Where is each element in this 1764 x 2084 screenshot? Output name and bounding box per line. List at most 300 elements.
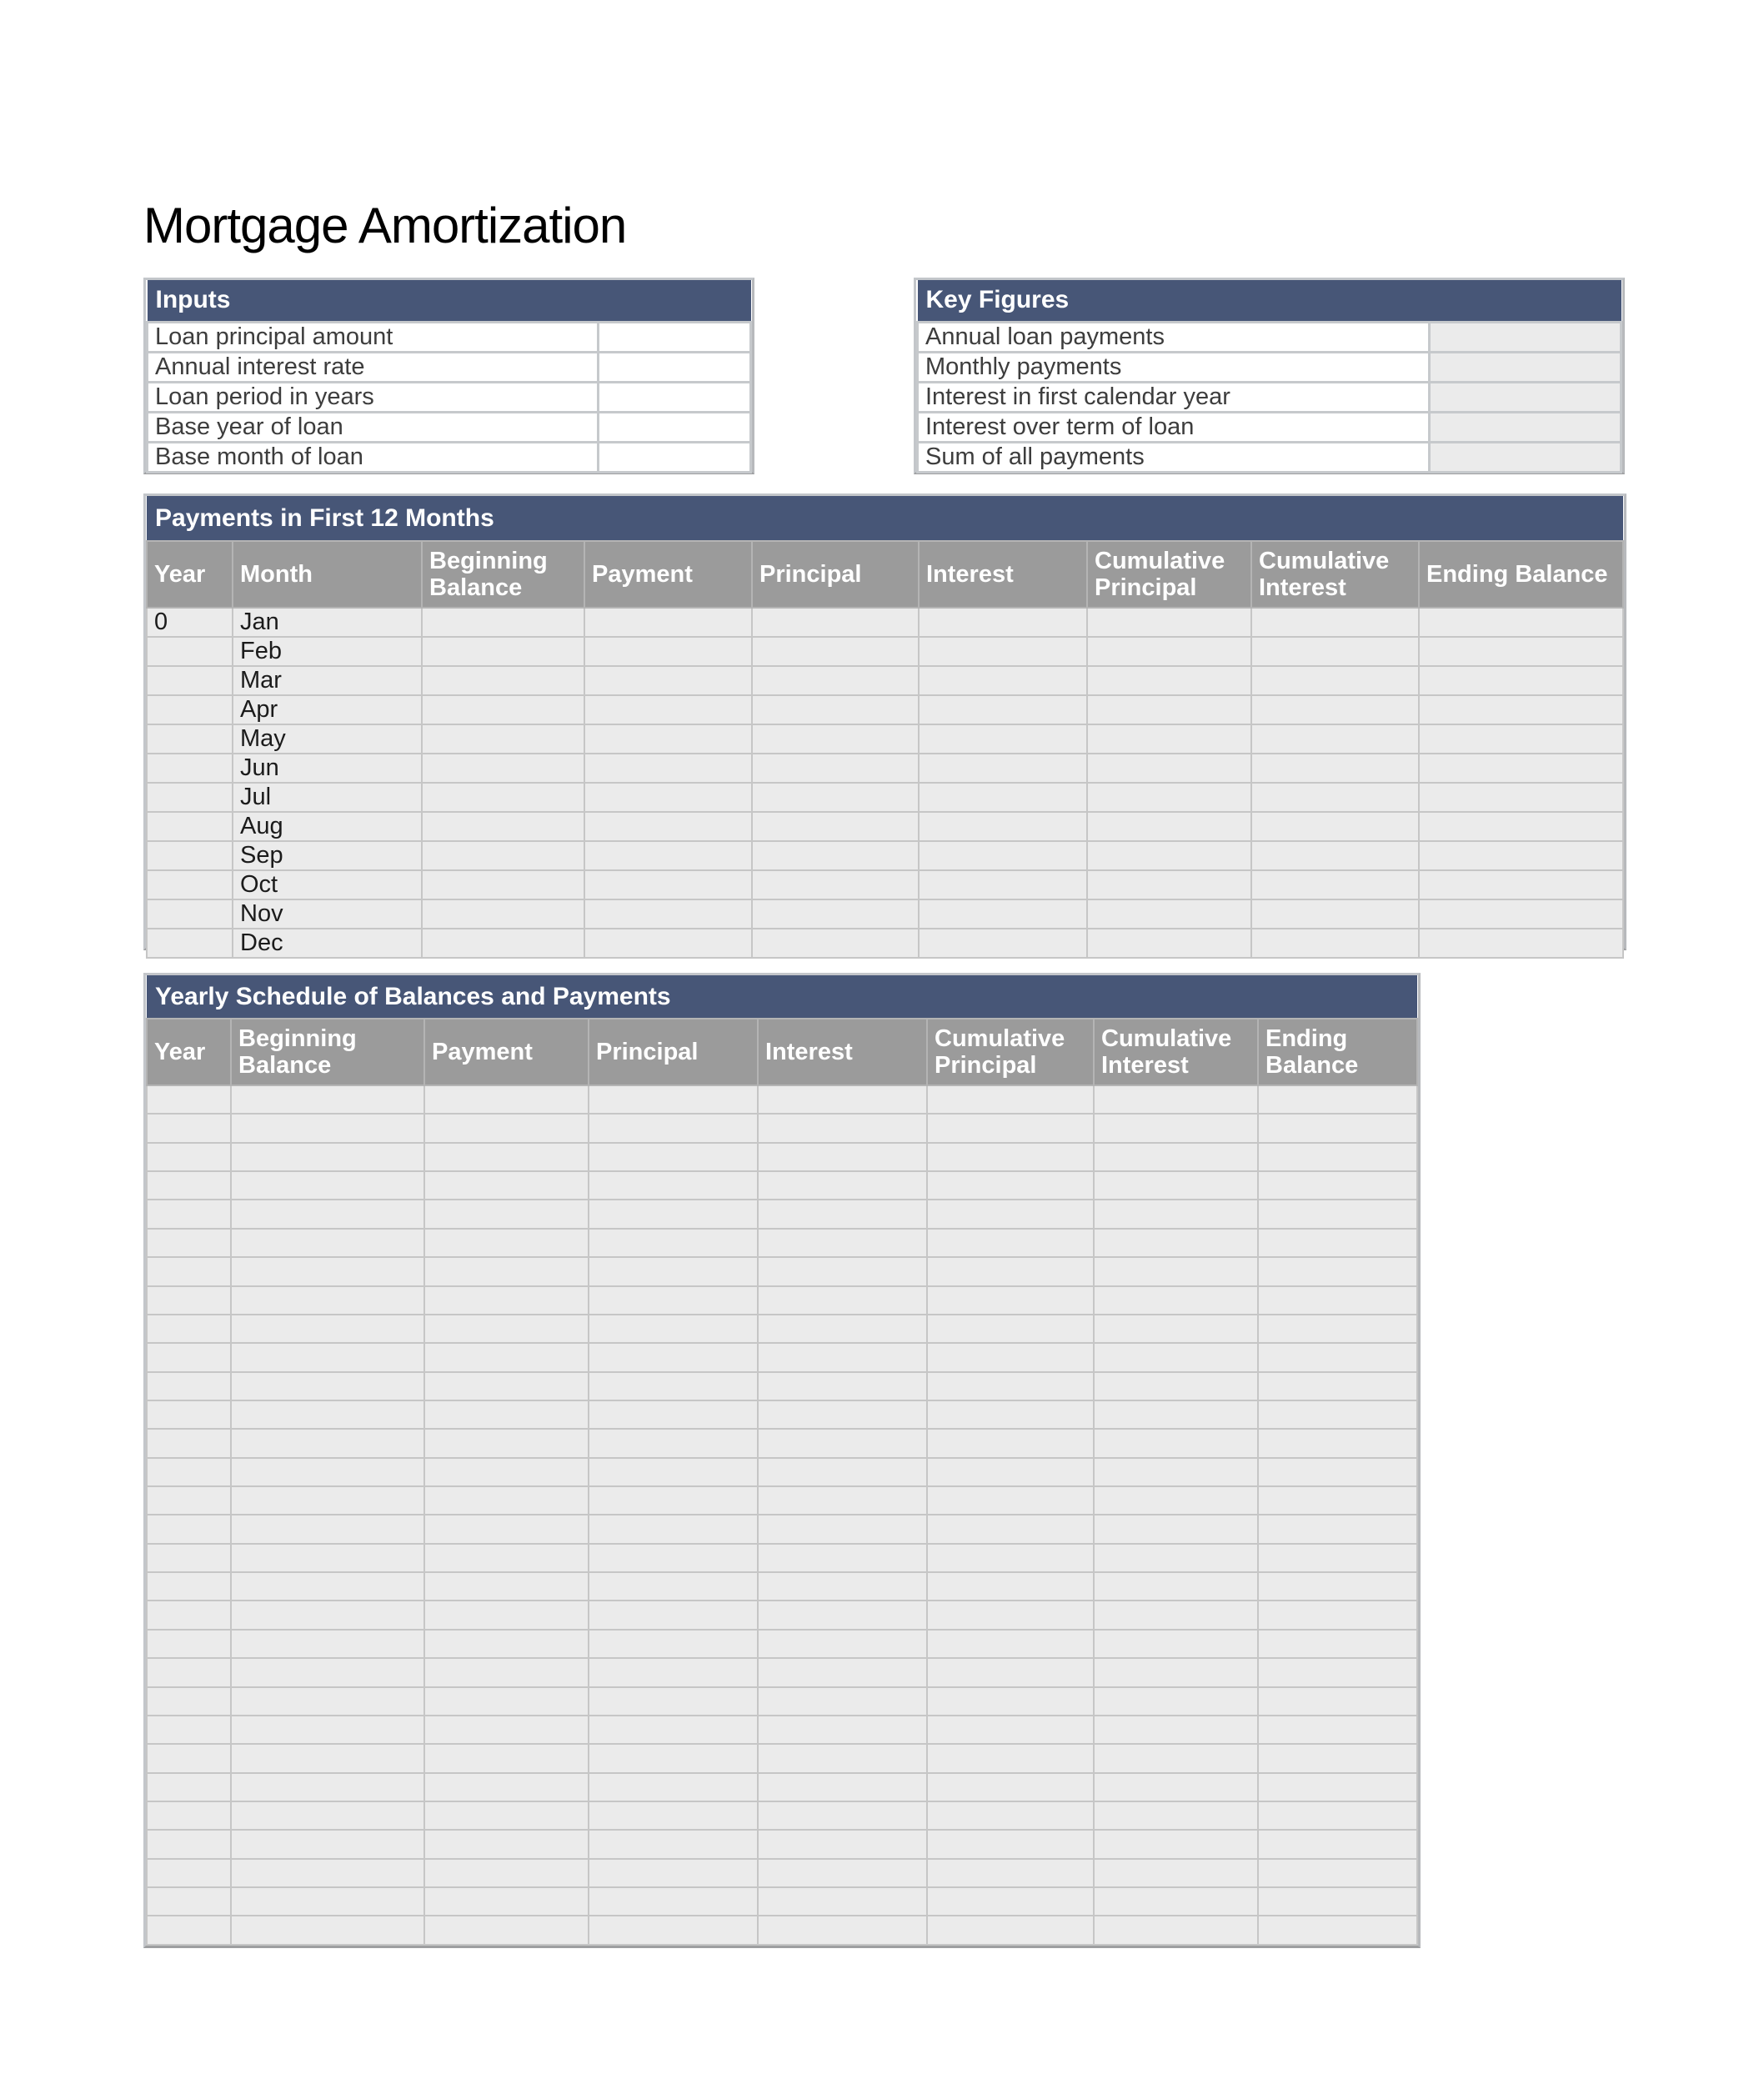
data-cell-interest bbox=[758, 1887, 927, 1916]
column-header-principal: Principal bbox=[589, 1019, 758, 1085]
year-row bbox=[147, 1229, 1417, 1257]
data-cell-cumulative-principal bbox=[927, 1458, 1094, 1486]
data-cell-cumulative-interest bbox=[1094, 1429, 1258, 1457]
year-row bbox=[147, 1114, 1417, 1142]
monthly-section-header-row bbox=[147, 496, 1623, 541]
data-cell-ending-balance bbox=[1258, 1372, 1417, 1400]
data-cell-cumulative-principal bbox=[1087, 841, 1251, 870]
year-cell bbox=[147, 841, 233, 870]
column-header-cumulative-principal: Cumulative Principal bbox=[1087, 541, 1251, 608]
data-cell-cumulative-principal bbox=[1087, 929, 1251, 958]
data-cell-year bbox=[147, 1630, 231, 1658]
yearly-section-header: Yearly Schedule of Balances and Payments bbox=[147, 975, 1417, 1019]
month-row bbox=[147, 783, 1623, 812]
data-cell-payment bbox=[584, 812, 752, 841]
data-cell-year bbox=[147, 1744, 231, 1772]
data-cell-cumulative-interest bbox=[1094, 1085, 1258, 1114]
data-cell-ending-balance bbox=[1258, 1171, 1417, 1200]
month-row bbox=[147, 724, 1623, 754]
data-cell-cumulative-interest bbox=[1094, 1830, 1258, 1858]
data-cell-ending-balance bbox=[1258, 1544, 1417, 1572]
data-cell-beginning-balance bbox=[231, 1601, 424, 1629]
data-cell-principal bbox=[589, 1114, 758, 1142]
data-cell-beginning-balance bbox=[422, 754, 584, 783]
monthly-column-header-row bbox=[147, 541, 1623, 608]
year-row bbox=[147, 1400, 1417, 1429]
data-cell-beginning-balance bbox=[231, 1544, 424, 1572]
month-cell: Dec bbox=[233, 929, 422, 958]
data-cell-cumulative-principal bbox=[927, 1773, 1094, 1801]
key-figure-value-cell-interest-in-first-calendar-year bbox=[1430, 382, 1621, 412]
year-row bbox=[147, 1716, 1417, 1744]
data-cell-beginning-balance bbox=[231, 1143, 424, 1171]
year-cell bbox=[147, 783, 233, 812]
data-cell-beginning-balance bbox=[231, 1687, 424, 1716]
data-cell-principal bbox=[589, 1887, 758, 1916]
data-cell-payment bbox=[424, 1085, 589, 1114]
data-cell-interest bbox=[919, 754, 1087, 783]
year-row bbox=[147, 1572, 1417, 1601]
data-cell-beginning-balance bbox=[231, 1171, 424, 1200]
data-cell-principal bbox=[589, 1744, 758, 1772]
month-row bbox=[147, 754, 1623, 783]
data-cell-cumulative-interest bbox=[1251, 783, 1419, 812]
data-cell-cumulative-principal bbox=[1087, 666, 1251, 695]
data-cell-principal bbox=[589, 1601, 758, 1629]
data-cell-year bbox=[147, 1343, 231, 1371]
data-cell-interest bbox=[919, 929, 1087, 958]
data-cell-cumulative-principal bbox=[927, 1830, 1094, 1858]
data-cell-payment bbox=[424, 1315, 589, 1343]
data-cell-beginning-balance bbox=[231, 1257, 424, 1285]
data-cell-principal bbox=[589, 1429, 758, 1457]
data-cell-beginning-balance bbox=[231, 1859, 424, 1887]
data-cell-beginning-balance bbox=[422, 637, 584, 666]
data-cell-principal bbox=[589, 1085, 758, 1114]
data-cell-ending-balance bbox=[1258, 1200, 1417, 1228]
data-cell-ending-balance bbox=[1258, 1630, 1417, 1658]
data-cell-ending-balance bbox=[1258, 1458, 1417, 1486]
data-cell-cumulative-principal bbox=[927, 1859, 1094, 1887]
inputs-table-grid bbox=[146, 280, 752, 473]
data-cell-interest bbox=[758, 1687, 927, 1716]
data-cell-cumulative-interest bbox=[1094, 1887, 1258, 1916]
input-label-base-year-of-loan: Base year of loan bbox=[148, 412, 599, 442]
data-cell-payment bbox=[424, 1458, 589, 1486]
year-row bbox=[147, 1200, 1417, 1228]
year-row bbox=[147, 1630, 1417, 1658]
data-cell-ending-balance bbox=[1419, 754, 1623, 783]
data-cell-beginning-balance bbox=[231, 1372, 424, 1400]
data-cell-payment bbox=[424, 1630, 589, 1658]
data-cell-principal bbox=[589, 1315, 758, 1343]
key-figure-label-annual-loan-payments: Annual loan payments bbox=[918, 322, 1430, 352]
input-label-annual-interest-rate: Annual interest rate bbox=[148, 352, 599, 382]
data-cell-cumulative-principal bbox=[927, 1716, 1094, 1744]
data-cell-beginning-balance bbox=[422, 783, 584, 812]
data-cell-principal bbox=[589, 1343, 758, 1371]
data-cell-year bbox=[147, 1658, 231, 1686]
input-label-loan-principal-amount: Loan principal amount bbox=[148, 322, 599, 352]
data-cell-beginning-balance bbox=[422, 899, 584, 929]
page-title: Mortgage Amortization bbox=[143, 198, 627, 253]
data-cell-interest bbox=[758, 1400, 927, 1429]
data-cell-year bbox=[147, 1085, 231, 1114]
data-cell-payment bbox=[424, 1572, 589, 1601]
data-cell-payment bbox=[424, 1744, 589, 1772]
data-cell-principal bbox=[752, 608, 919, 637]
data-cell-ending-balance bbox=[1419, 870, 1623, 899]
input-label-base-month-of-loan: Base month of loan bbox=[148, 442, 599, 472]
year-row bbox=[147, 1486, 1417, 1515]
monthly-section-header: Payments in First 12 Months bbox=[147, 496, 1623, 541]
data-cell-payment bbox=[584, 870, 752, 899]
data-cell-payment bbox=[584, 783, 752, 812]
data-cell-cumulative-interest bbox=[1094, 1716, 1258, 1744]
data-cell-payment bbox=[424, 1286, 589, 1315]
data-cell-payment bbox=[424, 1400, 589, 1429]
data-cell-interest bbox=[758, 1286, 927, 1315]
data-cell-cumulative-interest bbox=[1251, 754, 1419, 783]
data-cell-payment bbox=[584, 929, 752, 958]
month-cell: Nov bbox=[233, 899, 422, 929]
data-cell-year bbox=[147, 1515, 231, 1543]
data-cell-payment bbox=[424, 1916, 589, 1945]
key-figure-row bbox=[918, 322, 1621, 352]
data-cell-year bbox=[147, 1372, 231, 1400]
data-cell-principal bbox=[752, 695, 919, 724]
data-cell-ending-balance bbox=[1258, 1114, 1417, 1142]
data-cell-interest bbox=[758, 1171, 927, 1200]
inputs-section-header-row bbox=[148, 280, 751, 322]
data-cell-year bbox=[147, 1114, 231, 1142]
data-cell-beginning-balance bbox=[422, 724, 584, 754]
data-cell-cumulative-principal bbox=[927, 1687, 1094, 1716]
key-figure-row bbox=[918, 412, 1621, 442]
data-cell-principal bbox=[752, 929, 919, 958]
data-cell-principal bbox=[752, 637, 919, 666]
data-cell-interest bbox=[758, 1572, 927, 1601]
column-header-interest: Interest bbox=[919, 541, 1087, 608]
key-figure-value-cell-annual-loan-payments bbox=[1430, 322, 1621, 352]
data-cell-interest bbox=[758, 1773, 927, 1801]
inputs-table bbox=[143, 278, 754, 474]
data-cell-payment bbox=[424, 1229, 589, 1257]
data-cell-cumulative-interest bbox=[1094, 1916, 1258, 1945]
column-header-year: Year bbox=[147, 541, 233, 608]
month-cell: Apr bbox=[233, 695, 422, 724]
month-row bbox=[147, 637, 1623, 666]
data-cell-cumulative-interest bbox=[1094, 1687, 1258, 1716]
data-cell-cumulative-interest bbox=[1251, 812, 1419, 841]
yearly-section-header-row bbox=[147, 975, 1417, 1019]
data-cell-interest bbox=[919, 695, 1087, 724]
data-cell-principal bbox=[589, 1658, 758, 1686]
data-cell-year bbox=[147, 1143, 231, 1171]
data-cell-interest bbox=[758, 1630, 927, 1658]
data-cell-cumulative-interest bbox=[1251, 695, 1419, 724]
data-cell-beginning-balance bbox=[231, 1744, 424, 1772]
data-cell-cumulative-interest bbox=[1094, 1171, 1258, 1200]
data-cell-beginning-balance bbox=[231, 1830, 424, 1858]
data-cell-principal bbox=[752, 783, 919, 812]
data-cell-year bbox=[147, 1916, 231, 1945]
data-cell-ending-balance bbox=[1258, 1916, 1417, 1945]
data-cell-year bbox=[147, 1773, 231, 1801]
yearly-schedule-grid bbox=[146, 975, 1418, 1946]
data-cell-payment bbox=[424, 1515, 589, 1543]
data-cell-cumulative-principal bbox=[927, 1400, 1094, 1429]
data-cell-principal bbox=[589, 1171, 758, 1200]
month-cell: Sep bbox=[233, 841, 422, 870]
data-cell-payment bbox=[424, 1773, 589, 1801]
input-row bbox=[148, 412, 751, 442]
data-cell-cumulative-principal bbox=[927, 1429, 1094, 1457]
data-cell-cumulative-principal bbox=[927, 1801, 1094, 1830]
data-cell-cumulative-principal bbox=[1087, 899, 1251, 929]
data-cell-beginning-balance bbox=[231, 1343, 424, 1371]
data-cell-cumulative-principal bbox=[927, 1085, 1094, 1114]
data-cell-beginning-balance bbox=[231, 1630, 424, 1658]
data-cell-payment bbox=[584, 637, 752, 666]
year-row bbox=[147, 1515, 1417, 1543]
data-cell-year bbox=[147, 1429, 231, 1457]
key-figure-label-monthly-payments: Monthly payments bbox=[918, 352, 1430, 382]
data-cell-beginning-balance bbox=[231, 1658, 424, 1686]
data-cell-payment bbox=[584, 666, 752, 695]
data-cell-interest bbox=[758, 1143, 927, 1171]
year-row bbox=[147, 1171, 1417, 1200]
data-cell-cumulative-principal bbox=[927, 1572, 1094, 1601]
data-cell-year bbox=[147, 1171, 231, 1200]
data-cell-beginning-balance bbox=[422, 608, 584, 637]
month-cell: Jan bbox=[233, 608, 422, 637]
data-cell-principal bbox=[589, 1572, 758, 1601]
year-row bbox=[147, 1343, 1417, 1371]
data-cell-payment bbox=[424, 1544, 589, 1572]
data-cell-beginning-balance bbox=[231, 1773, 424, 1801]
data-cell-cumulative-principal bbox=[927, 1114, 1094, 1142]
data-cell-interest bbox=[758, 1658, 927, 1686]
month-cell: Jun bbox=[233, 754, 422, 783]
data-cell-payment bbox=[424, 1429, 589, 1457]
data-cell-year bbox=[147, 1257, 231, 1285]
data-cell-ending-balance bbox=[1258, 1658, 1417, 1686]
input-row bbox=[148, 322, 751, 352]
data-cell-interest bbox=[758, 1114, 927, 1142]
year-row bbox=[147, 1773, 1417, 1801]
data-cell-interest bbox=[919, 899, 1087, 929]
inputs-section-header: Inputs bbox=[148, 280, 751, 322]
data-cell-ending-balance bbox=[1258, 1286, 1417, 1315]
data-cell-interest bbox=[758, 1257, 927, 1285]
input-row bbox=[148, 442, 751, 472]
data-cell-cumulative-interest bbox=[1094, 1114, 1258, 1142]
data-cell-principal bbox=[589, 1143, 758, 1171]
data-cell-cumulative-interest bbox=[1094, 1458, 1258, 1486]
data-cell-beginning-balance bbox=[231, 1716, 424, 1744]
data-cell-cumulative-principal bbox=[927, 1343, 1094, 1371]
key-figure-label-interest-in-first-calendar-year: Interest in first calendar year bbox=[918, 382, 1430, 412]
data-cell-beginning-balance bbox=[422, 870, 584, 899]
data-cell-ending-balance bbox=[1258, 1429, 1417, 1457]
data-cell-cumulative-principal bbox=[1087, 870, 1251, 899]
data-cell-cumulative-principal bbox=[1087, 724, 1251, 754]
input-value-cell-annual-interest-rate[interactable] bbox=[599, 352, 751, 382]
data-cell-ending-balance bbox=[1258, 1601, 1417, 1629]
data-cell-beginning-balance bbox=[231, 1486, 424, 1515]
data-cell-cumulative-principal bbox=[927, 1486, 1094, 1515]
data-cell-cumulative-interest bbox=[1251, 929, 1419, 958]
data-cell-cumulative-interest bbox=[1094, 1315, 1258, 1343]
data-cell-beginning-balance bbox=[231, 1887, 424, 1916]
year-row bbox=[147, 1859, 1417, 1887]
year-row bbox=[147, 1658, 1417, 1686]
data-cell-year bbox=[147, 1859, 231, 1887]
data-cell-beginning-balance bbox=[422, 666, 584, 695]
monthly-payments-grid bbox=[146, 496, 1624, 959]
data-cell-interest bbox=[758, 1830, 927, 1858]
data-cell-cumulative-principal bbox=[927, 1630, 1094, 1658]
data-cell-cumulative-principal bbox=[927, 1286, 1094, 1315]
input-value-cell-loan-period-in-years[interactable] bbox=[599, 382, 751, 412]
data-cell-cumulative-principal bbox=[927, 1601, 1094, 1629]
data-cell-cumulative-interest bbox=[1094, 1343, 1258, 1371]
data-cell-cumulative-interest bbox=[1094, 1257, 1258, 1285]
data-cell-year bbox=[147, 1544, 231, 1572]
year-cell bbox=[147, 754, 233, 783]
month-row bbox=[147, 929, 1623, 958]
data-cell-cumulative-principal bbox=[927, 1143, 1094, 1171]
data-cell-principal bbox=[752, 812, 919, 841]
data-cell-ending-balance bbox=[1258, 1572, 1417, 1601]
data-cell-cumulative-interest bbox=[1094, 1773, 1258, 1801]
year-row bbox=[147, 1687, 1417, 1716]
year-row bbox=[147, 1830, 1417, 1858]
key-figures-table bbox=[914, 278, 1625, 474]
data-cell-year bbox=[147, 1400, 231, 1429]
data-cell-payment bbox=[584, 724, 752, 754]
key-figures-section-header: Key Figures bbox=[918, 280, 1621, 322]
year-cell bbox=[147, 812, 233, 841]
data-cell-beginning-balance bbox=[231, 1572, 424, 1601]
key-figure-label-interest-over-term-of-loan: Interest over term of loan bbox=[918, 412, 1430, 442]
data-cell-ending-balance bbox=[1258, 1687, 1417, 1716]
data-cell-cumulative-interest bbox=[1094, 1143, 1258, 1171]
year-cell bbox=[147, 637, 233, 666]
year-row bbox=[147, 1887, 1417, 1916]
data-cell-interest bbox=[758, 1200, 927, 1228]
data-cell-interest bbox=[919, 870, 1087, 899]
data-cell-cumulative-interest bbox=[1251, 724, 1419, 754]
year-row bbox=[147, 1372, 1417, 1400]
year-row bbox=[147, 1257, 1417, 1285]
year-row bbox=[147, 1315, 1417, 1343]
input-value-cell-base-month-of-loan[interactable] bbox=[599, 442, 751, 472]
data-cell-payment bbox=[424, 1658, 589, 1686]
data-cell-interest bbox=[758, 1429, 927, 1457]
data-cell-principal bbox=[589, 1286, 758, 1315]
input-value-cell-base-year-of-loan[interactable] bbox=[599, 412, 751, 442]
data-cell-cumulative-principal bbox=[1087, 783, 1251, 812]
data-cell-ending-balance bbox=[1258, 1486, 1417, 1515]
data-cell-ending-balance bbox=[1419, 695, 1623, 724]
data-cell-ending-balance bbox=[1258, 1773, 1417, 1801]
data-cell-payment bbox=[424, 1114, 589, 1142]
year-cell: 0 bbox=[147, 608, 233, 637]
data-cell-principal bbox=[589, 1257, 758, 1285]
data-cell-cumulative-interest bbox=[1094, 1229, 1258, 1257]
data-cell-payment bbox=[424, 1343, 589, 1371]
key-figure-value-cell-sum-of-all-payments bbox=[1430, 442, 1621, 472]
data-cell-principal bbox=[589, 1458, 758, 1486]
data-cell-principal bbox=[752, 841, 919, 870]
month-row bbox=[147, 695, 1623, 724]
year-cell bbox=[147, 724, 233, 754]
data-cell-cumulative-interest bbox=[1094, 1286, 1258, 1315]
data-cell-principal bbox=[589, 1544, 758, 1572]
data-cell-principal bbox=[589, 1830, 758, 1858]
key-figure-row bbox=[918, 352, 1621, 382]
data-cell-cumulative-interest bbox=[1094, 1486, 1258, 1515]
data-cell-cumulative-principal bbox=[927, 1372, 1094, 1400]
data-cell-interest bbox=[758, 1458, 927, 1486]
data-cell-beginning-balance bbox=[231, 1801, 424, 1830]
data-cell-beginning-balance bbox=[422, 841, 584, 870]
data-cell-payment bbox=[424, 1372, 589, 1400]
data-cell-principal bbox=[589, 1801, 758, 1830]
data-cell-ending-balance bbox=[1258, 1859, 1417, 1887]
data-cell-cumulative-principal bbox=[927, 1515, 1094, 1543]
column-header-cumulative-principal: Cumulative Principal bbox=[927, 1019, 1094, 1085]
key-figure-row bbox=[918, 382, 1621, 412]
data-cell-ending-balance bbox=[1258, 1229, 1417, 1257]
column-header-year: Year bbox=[147, 1019, 231, 1085]
data-cell-interest bbox=[758, 1544, 927, 1572]
data-cell-ending-balance bbox=[1419, 783, 1623, 812]
data-cell-interest bbox=[758, 1744, 927, 1772]
data-cell-ending-balance bbox=[1419, 637, 1623, 666]
data-cell-ending-balance bbox=[1258, 1085, 1417, 1114]
data-cell-payment bbox=[424, 1830, 589, 1858]
key-figure-label-sum-of-all-payments: Sum of all payments bbox=[918, 442, 1430, 472]
data-cell-interest bbox=[758, 1315, 927, 1343]
data-cell-payment bbox=[424, 1801, 589, 1830]
data-cell-payment bbox=[584, 695, 752, 724]
data-cell-ending-balance bbox=[1258, 1887, 1417, 1916]
data-cell-year bbox=[147, 1572, 231, 1601]
data-cell-year bbox=[147, 1887, 231, 1916]
data-cell-cumulative-interest bbox=[1094, 1200, 1258, 1228]
data-cell-interest bbox=[919, 608, 1087, 637]
data-cell-interest bbox=[758, 1801, 927, 1830]
data-cell-ending-balance bbox=[1258, 1143, 1417, 1171]
year-row bbox=[147, 1429, 1417, 1457]
data-cell-ending-balance bbox=[1258, 1801, 1417, 1830]
data-cell-principal bbox=[752, 754, 919, 783]
data-cell-year bbox=[147, 1200, 231, 1228]
data-cell-principal bbox=[589, 1486, 758, 1515]
data-cell-beginning-balance bbox=[231, 1200, 424, 1228]
input-label-loan-period-in-years: Loan period in years bbox=[148, 382, 599, 412]
column-header-principal: Principal bbox=[752, 541, 919, 608]
data-cell-year bbox=[147, 1601, 231, 1629]
data-cell-cumulative-interest bbox=[1094, 1372, 1258, 1400]
month-row bbox=[147, 608, 1623, 637]
month-row bbox=[147, 899, 1623, 929]
data-cell-beginning-balance bbox=[231, 1229, 424, 1257]
input-value-cell-loan-principal-amount[interactable] bbox=[599, 322, 751, 352]
